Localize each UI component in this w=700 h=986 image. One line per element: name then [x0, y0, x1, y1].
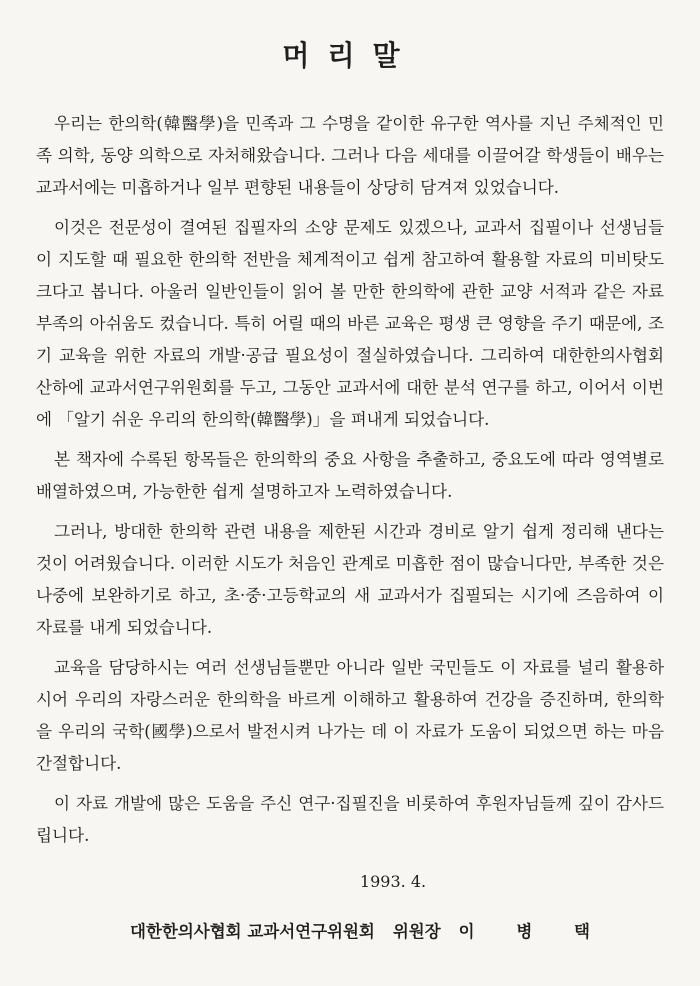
- paragraph-6: 이 자료 개발에 많은 도움을 주신 연구·집필진을 비롯하여 후원자님들께 깊이 감사드립니다.: [36, 794, 664, 845]
- signature-line: [130, 918, 650, 942]
- signature-name: 이 병 택: [458, 922, 608, 941]
- paragraph-2: 이것은 전문성이 결여된 집필자의 소양 문제도 있겠으나, 교과서 집필이나 선생님들이 지도할 때 필요한 한의학 전반을 체계적이고 쉽게 참고하여 활용할 자료의 미비탓도 크다고 봅니다. 아울러 일반인들이 읽어 볼 만한 한의학에 관한 교양 서적과 같은 자료 부족의 아쉬움도 컸습니다. 특히 어릴 때의 바른 교육은 평생 큰 영향을 주기 때문에, 조기 교육을 위한 자료의 개발·공급 필요성이 절실하였습니다. 그리하여 대한한의사협회 산하에 교과서연구위원회를 두고, 그동안 교과서에 대한 분석 연구를 하고, 이어서 이번에 「알기 쉬운 우리의 한의학(韓醫學)」을 펴내게 되었습니다.: [36, 218, 664, 429]
- paragraph-5: 교육을 담당하시는 여러 선생님들뿐만 아니라 일반 국민들도 이 자료를 널리 활용하시어 우리의 자랑스러운 한의학을 바르게 이해하고 활용하여 건강을 증진하며, 한의학을 우리의 국학(國學)으로서 발전시켜 나가는 데 이 자료가 도움이 되었으면 하는 마음 간절합니다.: [36, 658, 664, 773]
- signature-role: 위원장: [392, 922, 441, 941]
- paragraph-4: 그러나, 방대한 한의학 관련 내용을 제한된 시간과 경비로 알기 쉽게 정리해 낸다는 것이 어려웠습니다. 이러한 시도가 처음인 관계로 미흡한 점이 많습니다만, 부족한 것은 나중에 보완하기로 하고, 초·중·고등학교의 새 교과서가 집필되는 시기에 즈음하여 이 자료를 내게 되었습니다.: [36, 522, 664, 637]
- paragraph-1: 우리는 한의학(韓醫學)을 민족과 그 수명을 같이한 유구한 역사를 지닌 주체적인 민족 의학, 동양 의학으로 자처해왔습니다. 그러나 다음 세대를 이끌어갈 학생들이 배우는 교과서에는 미흡하거나 일부 편향된 내용들이 상당히 담겨져 있었습니다.: [36, 114, 664, 197]
- paragraph-3: 본 책자에 수록된 항목들은 한의학의 중요 사항을 추출하고, 중요도에 따라 영역별로 배열하였으며, 가능한한 쉽게 설명하고자 노력하였습니다.: [36, 450, 664, 501]
- signature-organization: 대한한의사협회 교과서연구위원회: [130, 922, 375, 941]
- document-title: 머리말: [282, 39, 418, 72]
- publication-date: 1993. 4.: [359, 872, 427, 891]
